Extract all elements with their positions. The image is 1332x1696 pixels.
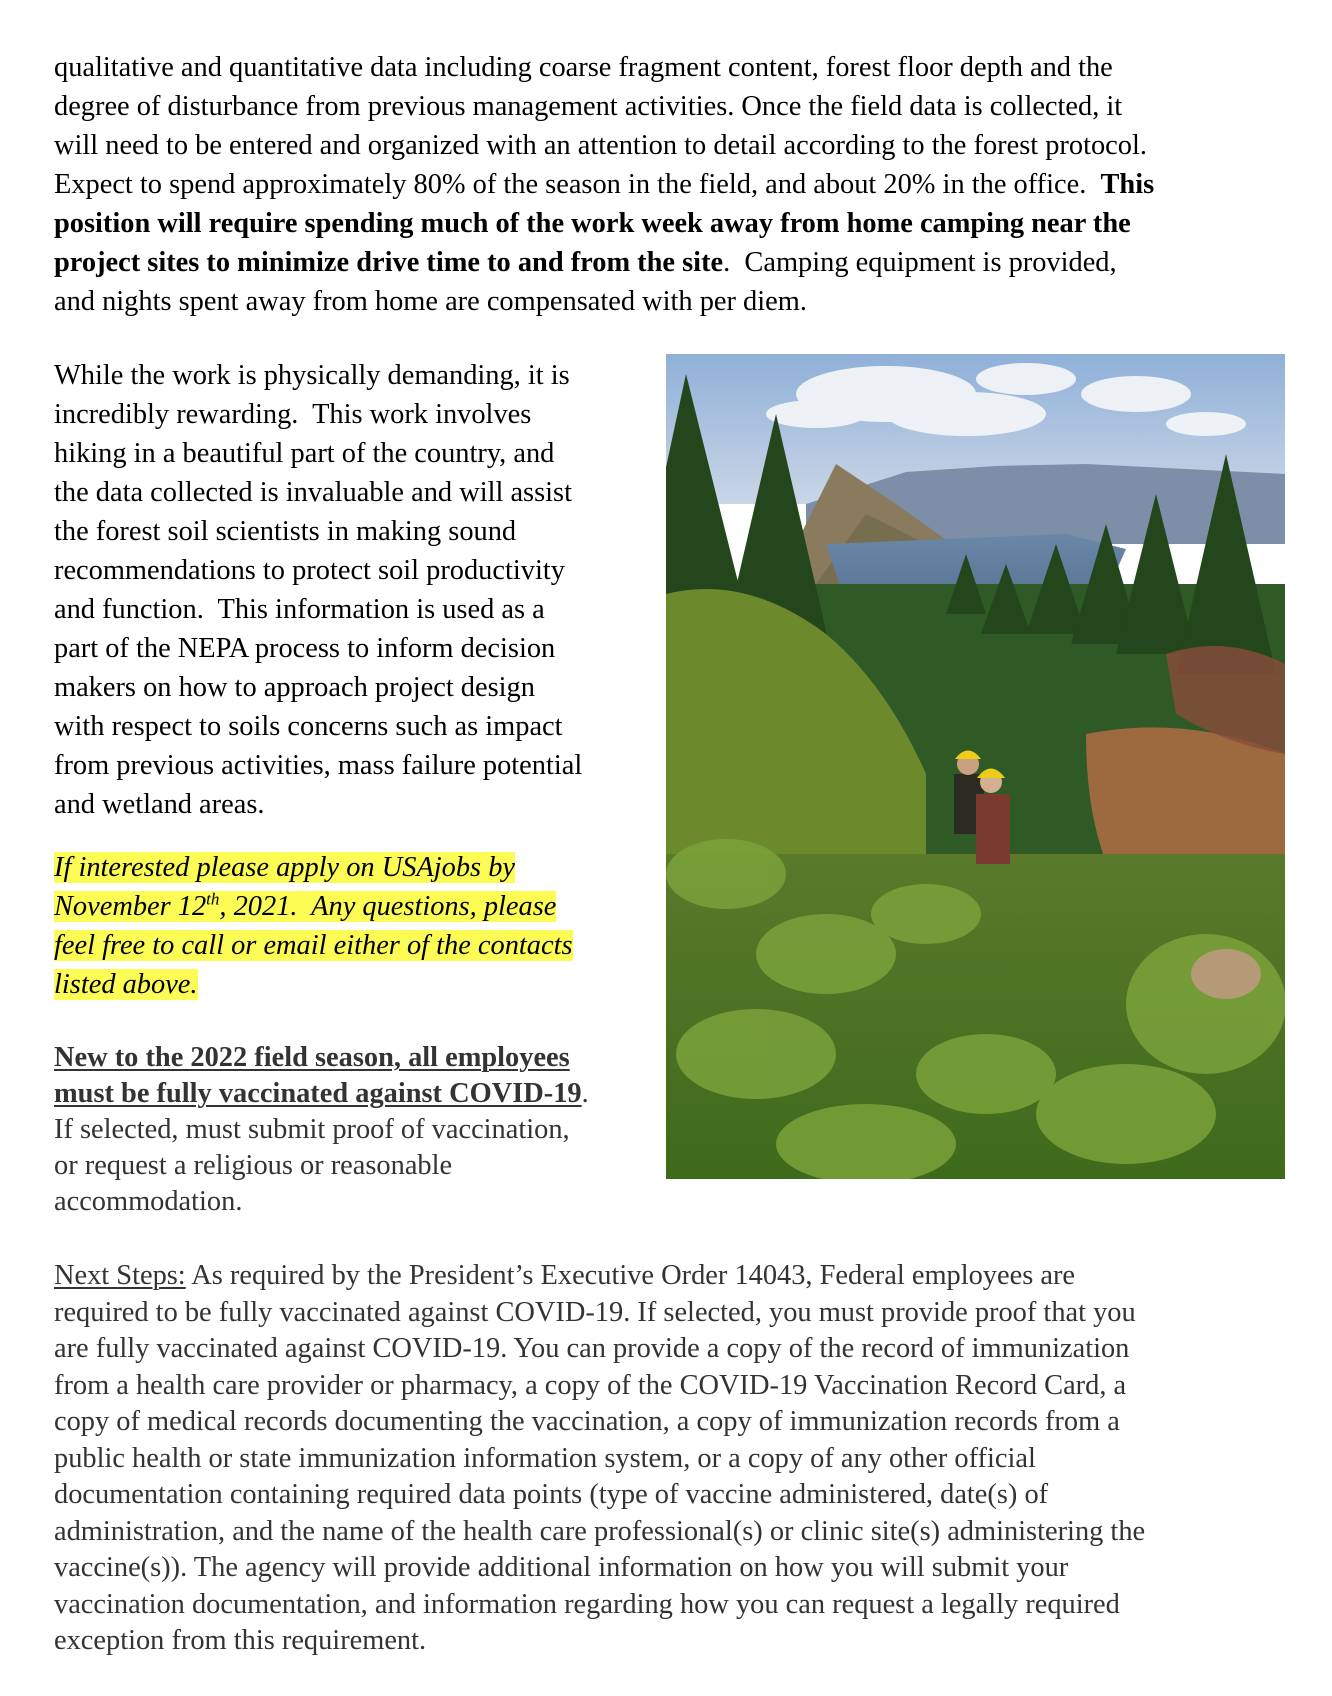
text-fragment: As required by the President’s Executive Order 14043, Federal employees are [185, 1260, 1076, 1291]
text-line: and function. This information is used as a [54, 594, 545, 625]
text-line [54, 1040, 694, 1076]
text-line [54, 965, 654, 1004]
highlighted-text: If interested please apply on USAjobs by [54, 852, 515, 883]
text-line: qualitative and quantitative data including coarse fragment content, forest floor depth and the [54, 52, 1113, 83]
next-steps-label: Next Steps: [54, 1260, 186, 1291]
text-bold: This [1100, 169, 1155, 200]
text-regular: Expect to spend approximately 80% of the season in the field, and about 20% in the office. [54, 169, 1101, 200]
text-line: While the work is physically demanding, it is [54, 360, 570, 391]
highlighted-text [54, 891, 556, 922]
text-line: makers on how to approach project design [54, 672, 535, 703]
text-line [54, 1258, 1294, 1295]
text-line: If selected, must submit proof of vaccination, [54, 1114, 570, 1145]
text-fragment: , 2021. Any questions, please [219, 891, 557, 922]
text-line: incredibly rewarding. This work involves [54, 399, 532, 430]
text-line: exception from this requirement. [54, 1625, 427, 1656]
text-line [54, 848, 654, 887]
apply-notice-highlighted [54, 848, 654, 1004]
paragraph-field-work [54, 48, 1294, 321]
text-line: administration, and the name of the health care professional(s) or clinic site(s) administering the [54, 1515, 1146, 1547]
ordinal-suffix: th [206, 889, 220, 909]
underlined-heading: must be fully vaccinated against COVID-19 [54, 1078, 582, 1109]
highlighted-text: listed above. [54, 969, 198, 1000]
photo-illustration [666, 354, 1285, 1179]
underlined-heading: New to the 2022 field season, all employees [54, 1042, 570, 1073]
text-line [54, 926, 654, 965]
text-line [54, 1076, 694, 1112]
text-line: or request a religious or reasonable [54, 1150, 453, 1181]
text-line: are fully vaccinated against COVID-19. You can provide a copy of the record of immunization [54, 1333, 1130, 1364]
text-line: will need to be entered and organized with an attention to detail according to the forest protocol. [54, 130, 1147, 161]
text-line: vaccination documentation, and information regarding how you can request a legally required [54, 1588, 1120, 1620]
deadline-date: November 12 [54, 891, 207, 922]
text-line: part of the NEPA process to inform decision [54, 633, 556, 664]
text-bold: position will require spending much of the work week away from home camping near the [54, 208, 1131, 239]
text-line: and nights spent away from home are compensated with per diem. [54, 286, 807, 317]
text-line: required to be fully vaccinated against COVID-19. If selected, you must provide proof that you [54, 1296, 1136, 1328]
text-line [54, 887, 654, 926]
text-line [54, 243, 1294, 282]
text-line: degree of disturbance from previous management activities. Once the field data is collected, it [54, 91, 1123, 122]
text-bold: project sites to minimize drive time to and from the site [54, 247, 724, 278]
text-line: with respect to soils concerns such as impact [54, 711, 563, 742]
text-line: documentation containing required data points (type of vaccine administered, date(s) of [54, 1479, 1049, 1510]
forest-field-crew-photo [666, 354, 1285, 1179]
period: . [581, 1078, 589, 1109]
text-regular: . Camping equipment is provided, [723, 247, 1117, 278]
text-line [54, 165, 1294, 204]
text-line: hiking in a beautiful part of the country, and [54, 438, 555, 469]
next-steps-paragraph [54, 1258, 1294, 1660]
text-line: and wetland areas. [54, 789, 265, 820]
text-line: vaccine(s)). The agency will provide additional information on how you will submit your [54, 1552, 1069, 1583]
text-line: copy of medical records documenting the vaccination, a copy of immunization records from a [54, 1406, 1120, 1437]
text-line: the data collected is invaluable and will assist [54, 477, 572, 508]
paragraph-rewarding-work [54, 356, 654, 824]
text-line: the forest soil scientists in making sound [54, 516, 517, 547]
text-line: accommodation. [54, 1186, 243, 1217]
highlighted-text: feel free to call or email either of the contacts [54, 930, 573, 961]
text-line: public health or state immunization information system, or a copy of any other official [54, 1442, 1036, 1474]
vaccine-requirement-notice [54, 1040, 694, 1220]
text-line: recommendations to protect soil productivity [54, 555, 565, 586]
text-line: from a health care provider or pharmacy, a copy of the COVID-19 Vaccination Record Card, a [54, 1369, 1127, 1401]
text-line: from previous activities, mass failure potential [54, 750, 583, 781]
text-line [54, 204, 1294, 243]
